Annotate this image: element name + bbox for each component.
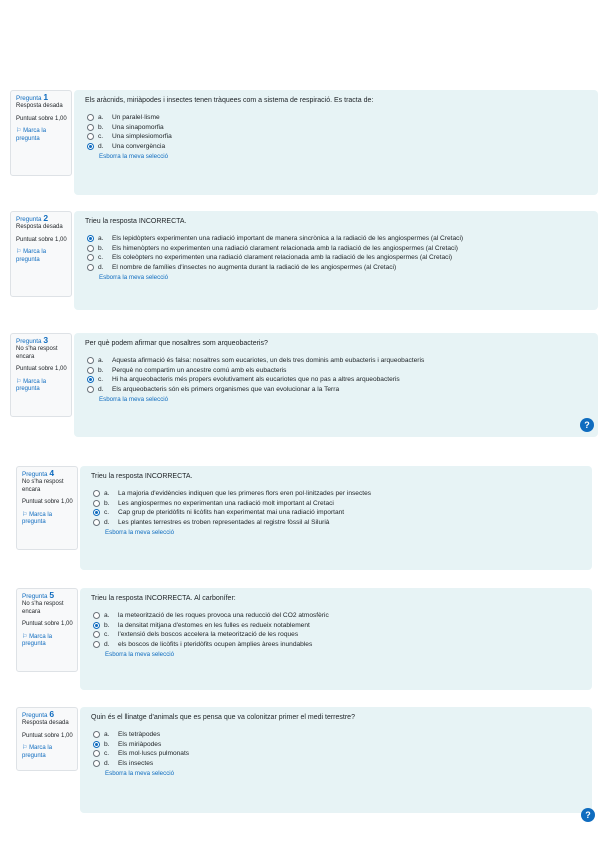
radio-button[interactable]: [93, 631, 100, 638]
radio-button-selected[interactable]: [87, 143, 94, 150]
radio-button[interactable]: [87, 114, 94, 121]
answer-option[interactable]: d. Els insectes: [91, 759, 582, 769]
flag-question-link[interactable]: ⚐ Marca la pregunta: [16, 128, 47, 142]
answer-option[interactable]: d. els boscos de licòfits i pteridòfits ocupen àmplies àrees inundables: [91, 640, 582, 650]
question-grade: Puntuat sobre 1,00: [16, 236, 67, 243]
question-state: Resposta desada: [22, 720, 69, 727]
flag-question-link[interactable]: ⚐ Marca la pregunta: [16, 249, 47, 263]
question-info: [16, 707, 78, 771]
answer-option[interactable]: c. Els coleòpters no experimenten una radiació clarament relacionada amb la radiació de les angiospermes (al Cretaci): [85, 253, 588, 263]
radio-button-selected[interactable]: [93, 622, 100, 629]
flag-icon: ⚐: [16, 128, 22, 135]
question-grade: Puntuat sobre 1,00: [22, 621, 73, 628]
question-info: [10, 211, 72, 297]
answer-option[interactable]: a. Un paralel·lisme: [85, 113, 588, 123]
answer-option[interactable]: b. Les angiospermes no experimentan una radiació molt important al Cretaci: [91, 499, 582, 509]
question-text: Trieu la resposta INCORRECTA. Al carbonífer:: [91, 595, 236, 602]
clear-selection-link[interactable]: Esborra la meva selecció: [99, 274, 169, 282]
radio-button[interactable]: [87, 254, 94, 261]
radio-button[interactable]: [87, 367, 94, 374]
flag-question-link[interactable]: ⚐ Marca la pregunta: [22, 745, 53, 759]
answer-option[interactable]: c. Una simplesiomorfia: [85, 132, 588, 142]
answer-option[interactable]: c. Cap grup de pteridòfits ni licòfits han experimentat mai una radiació important: [91, 508, 582, 518]
question-info: [10, 90, 72, 176]
answer-option[interactable]: d. Una convergència: [85, 142, 588, 152]
question-number: Pregunta 4: [22, 468, 55, 478]
answer-option[interactable]: d. Les plantes terrestres es troben representades al registre fòssil al Silurià: [91, 518, 582, 528]
help-button[interactable]: ?: [580, 418, 594, 432]
question-info: [16, 466, 78, 550]
answer-option[interactable]: a. Els tetràpodes: [91, 730, 582, 740]
question-content: [80, 588, 592, 690]
question-number: Pregunta 5: [22, 590, 55, 600]
flag-icon: ⚐: [22, 745, 28, 752]
answer-option[interactable]: a. la meteorització de les roques provoca una reducció del CO2 atmosfèric: [91, 611, 582, 621]
question-content: [74, 211, 598, 310]
answer-option[interactable]: c. Hi ha arqueobacteris més propers evolutivament als eucariotes que no pas a altres arqueobacteris: [85, 375, 588, 385]
clear-selection-link[interactable]: Esborra la meva selecció: [105, 770, 175, 778]
question-number: Pregunta 6: [22, 709, 55, 719]
radio-button[interactable]: [93, 490, 100, 497]
question-grade: Puntuat sobre 1,00: [22, 499, 73, 506]
answer-option[interactable]: b. Els himenòpters no experimenten una radiació clarament relacionada amb la radiació de les angiospermes (al Cretaci): [85, 244, 588, 254]
question-number: Pregunta 3: [16, 335, 49, 345]
radio-button[interactable]: [87, 124, 94, 131]
answer-option[interactable]: b. la densitat mitjana d'estomes en les fulles es redueix notablement: [91, 621, 582, 631]
radio-button[interactable]: [93, 750, 100, 757]
radio-button[interactable]: [87, 386, 94, 393]
question-info: [10, 333, 72, 417]
question-number: Pregunta 1: [16, 92, 49, 102]
answer-option[interactable]: b. Una sinapomorfia: [85, 123, 588, 133]
flag-question-link[interactable]: ⚐ Marca la pregunta: [22, 633, 53, 648]
answer-option[interactable]: a. La majoria d'evidències indiquen que les primeres flors eren pol·linitzades per insectes: [91, 489, 582, 499]
question-content: [74, 333, 598, 437]
question-grade: Puntuat sobre 1,00: [16, 115, 67, 122]
answer-option[interactable]: b. Els miriàpodes: [91, 740, 582, 750]
question-state: No s'ha respost encara: [16, 346, 58, 360]
flag-icon: ⚐: [22, 633, 28, 640]
question-content: [80, 707, 592, 813]
question-content: [74, 90, 598, 195]
radio-button-selected[interactable]: [87, 376, 94, 383]
flag-question-link[interactable]: ⚐ Marca la pregunta: [16, 378, 47, 393]
question-info: [16, 588, 78, 672]
clear-selection-link[interactable]: Esborra la meva selecció: [105, 651, 175, 659]
flag-icon: ⚐: [16, 378, 22, 385]
flag-icon: ⚐: [22, 511, 28, 518]
question-state: No s'ha respost encara: [22, 601, 64, 615]
answer-option[interactable]: c. l'extensió dels boscos accelera la meteorització de les roques: [91, 630, 582, 640]
flag-icon: ⚐: [16, 249, 22, 256]
question-text: Per què podem afirmar que nosaltres som arqueobacteris?: [85, 340, 268, 347]
question-text: Trieu la resposta INCORRECTA.: [85, 218, 187, 225]
question-number: Pregunta 2: [16, 213, 49, 223]
answer-option[interactable]: a. Els lepidòpters experimenten una radiació important de manera sincrònica a la radiació de les angiospermes (al Cretaci): [85, 234, 588, 244]
question-text: Trieu la resposta INCORRECTA.: [91, 473, 193, 480]
radio-button[interactable]: [93, 500, 100, 507]
question-text: Quin és el llinatge d'animals que es pensa que va colonitzar primer el medi terrestre?: [91, 714, 355, 721]
clear-selection-link[interactable]: Esborra la meva selecció: [99, 153, 169, 161]
radio-button-selected[interactable]: [93, 509, 100, 516]
answer-option[interactable]: b. Perquè no compartim un ancestre comú amb els eubacteris: [85, 366, 588, 376]
radio-button[interactable]: [87, 264, 94, 271]
help-button[interactable]: ?: [581, 808, 595, 822]
question-text: Els aràcnids, miriàpodes i insectes tenen tràquees com a sistema de respiració. Es tracta de:: [85, 97, 374, 104]
radio-button-selected[interactable]: [87, 235, 94, 242]
radio-button-selected[interactable]: [93, 741, 100, 748]
radio-button[interactable]: [87, 133, 94, 140]
radio-button[interactable]: [93, 519, 100, 526]
question-grade: Puntuat sobre 1,00: [16, 366, 67, 373]
question-state: Resposta desada: [16, 103, 63, 110]
radio-button[interactable]: [87, 245, 94, 252]
question-grade: Puntuat sobre 1,00: [22, 732, 73, 739]
clear-selection-link[interactable]: Esborra la meva selecció: [105, 529, 175, 537]
answer-option[interactable]: d. Els arqueobacteris són els primers organismes que van evolucionar a la Terra: [85, 385, 588, 395]
answer-option[interactable]: c. Els mol·luscs pulmonats: [91, 749, 582, 759]
answer-option[interactable]: d. El nombre de famílies d'insectes no augmenta durant la radiació de les angiospermes (al Cretaci): [85, 263, 588, 273]
radio-button[interactable]: [93, 641, 100, 648]
clear-selection-link[interactable]: Esborra la meva selecció: [99, 396, 169, 404]
question-state: Resposta desada: [16, 224, 63, 231]
answer-option[interactable]: a. Aquesta afirmació és falsa: nosaltres som eucariotes, un dels tres dominis amb eubacteris i arqueobacteris: [85, 356, 588, 366]
radio-button[interactable]: [87, 357, 94, 364]
radio-button[interactable]: [93, 760, 100, 767]
radio-button[interactable]: [93, 612, 100, 619]
radio-button[interactable]: [93, 731, 100, 738]
question-state: No s'ha respost encara: [22, 479, 64, 493]
question-content: [80, 466, 592, 570]
flag-question-link[interactable]: ⚐ Marca la pregunta: [22, 511, 53, 526]
